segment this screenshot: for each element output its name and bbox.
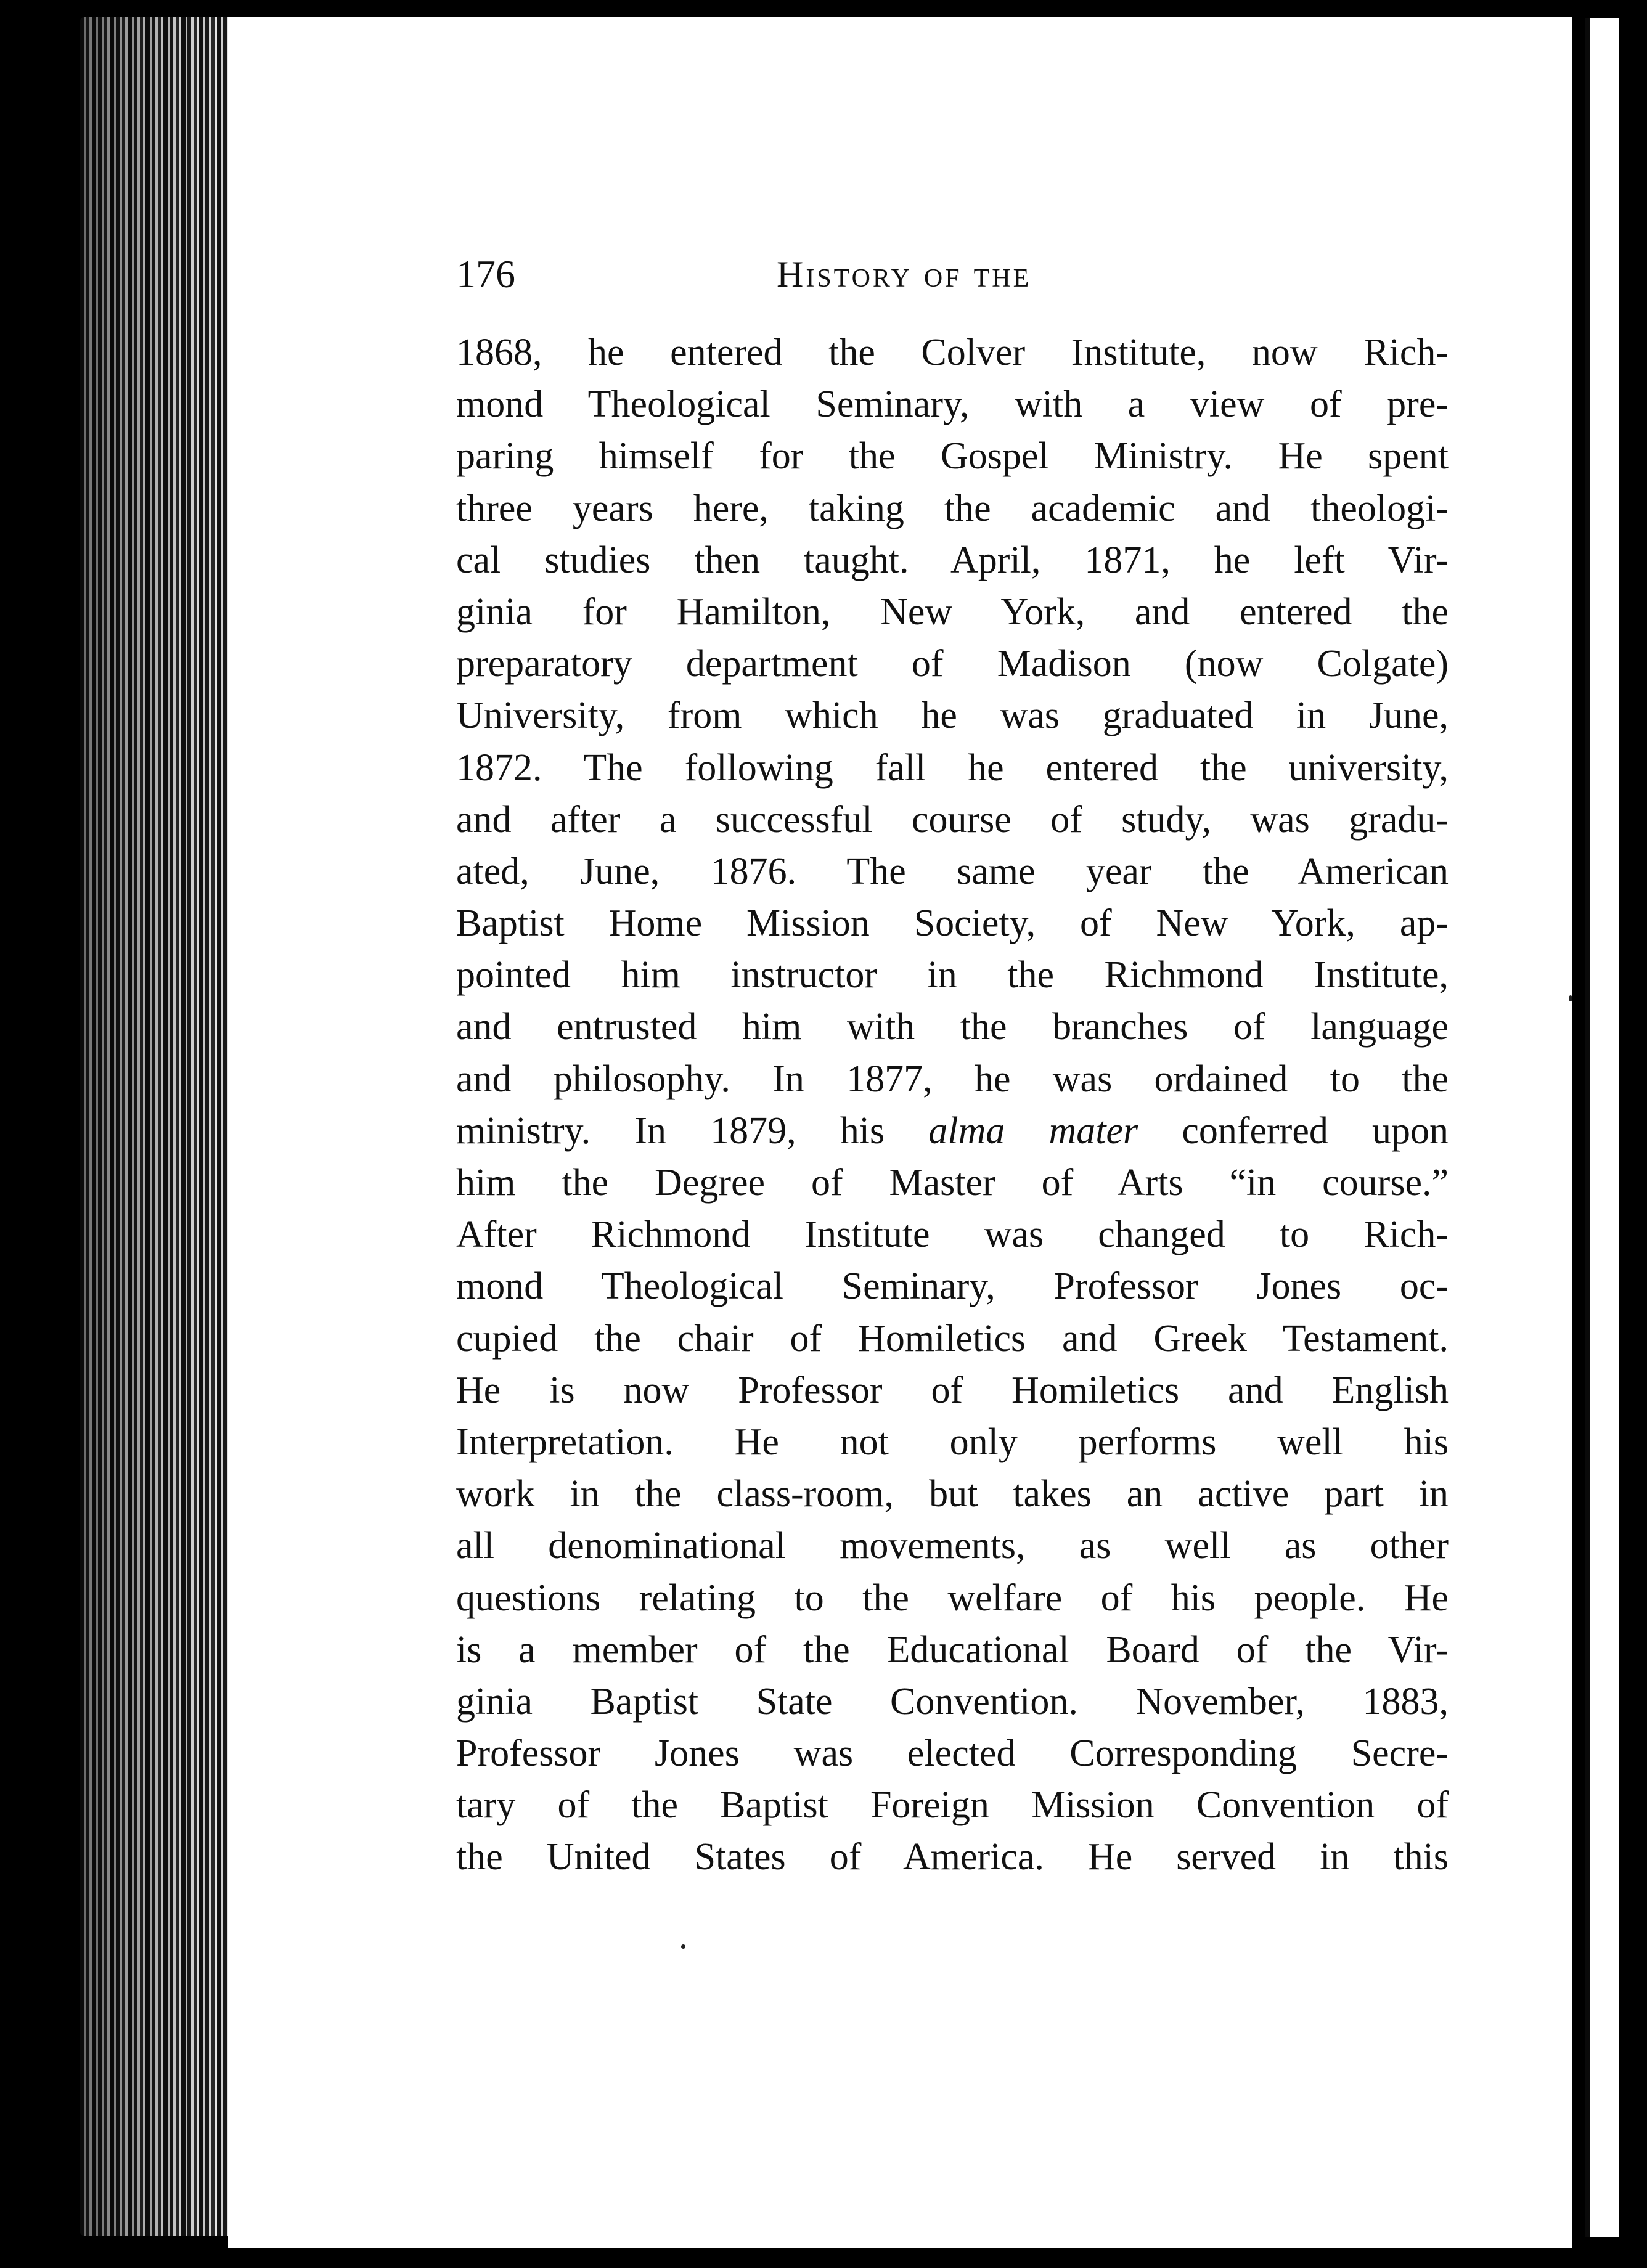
text-line: 1868, he entered the Colver Institute, now Rich- xyxy=(456,332,1449,373)
text-line: cupied the chair of Homiletics and Greek Testament. xyxy=(456,1317,1449,1360)
paper-speck xyxy=(1569,995,1572,1001)
text-line: preparatory department of Madison (now Colgate) xyxy=(456,643,1449,685)
book-page-edges xyxy=(80,17,240,2236)
text-line: mond Theological Seminary, Professor Jones oc- xyxy=(456,1265,1449,1308)
text-line: He is now Professor of Homiletics and English xyxy=(456,1369,1449,1411)
text-line: him the Degree of Master of Arts “in course.” xyxy=(456,1162,1449,1204)
text-line: cal studies then taught. April, 1871, he left Vir- xyxy=(456,539,1449,581)
text-line: Interpretation. He not only performs well his xyxy=(456,1421,1449,1463)
running-head: History of the xyxy=(777,254,1032,295)
text-line: and after a successful course of study, was gradu- xyxy=(456,798,1449,841)
text-line: tary of the Baptist Foreign Mission Convention of xyxy=(456,1784,1449,1827)
paper-speck xyxy=(681,1944,685,1949)
text-line: work in the class-room, but takes an active part in xyxy=(456,1473,1449,1515)
text-line: is a member of the Educational Board of the Vir- xyxy=(456,1628,1449,1671)
text-line: ginia Baptist State Convention. November, 1883, xyxy=(456,1680,1449,1723)
text-line: and philosophy. In 1877, he was ordained to the xyxy=(456,1058,1449,1100)
body-text xyxy=(456,327,1449,1883)
text-line: three years here, taking the academic and theologi- xyxy=(456,487,1449,529)
text-line: and entrusted him with the branches of language xyxy=(456,1006,1449,1048)
text-segment: conferred upon xyxy=(1182,1109,1449,1152)
text-segment: ministry. In 1879, his xyxy=(456,1109,885,1152)
text-line: questions relating to the welfare of his people. He xyxy=(456,1577,1449,1619)
page-header xyxy=(456,247,1449,302)
text-line-with-italic xyxy=(456,1105,1449,1157)
text-line: ginia for Hamilton, New York, and entered the xyxy=(456,590,1449,633)
text-line: University, from which he was graduated in June, xyxy=(456,695,1449,737)
text-line: the United States of America. He served in this xyxy=(456,1836,1449,1878)
text-line: all denominational movements, as well as other xyxy=(456,1525,1449,1567)
text-line: After Richmond Institute was changed to Rich- xyxy=(456,1214,1449,1256)
text-line: mond Theological Seminary, with a view of pre- xyxy=(456,383,1449,426)
text-line: ated, June, 1876. The same year the American xyxy=(456,850,1449,892)
facing-page-edge xyxy=(1585,18,1619,2237)
page-number: 176 xyxy=(456,252,515,296)
text-line: 1872. The following fall he entered the university, xyxy=(456,746,1449,789)
text-line: Professor Jones was elected Corresponding Secre- xyxy=(456,1732,1449,1775)
italic-phrase: alma mater xyxy=(928,1109,1138,1152)
text-line: Baptist Home Mission Society, of New York, ap- xyxy=(456,902,1449,945)
text-line: pointed him instructor in the Richmond Institute, xyxy=(456,954,1449,997)
text-line: paring himself for the Gospel Ministry. He spent xyxy=(456,435,1449,478)
